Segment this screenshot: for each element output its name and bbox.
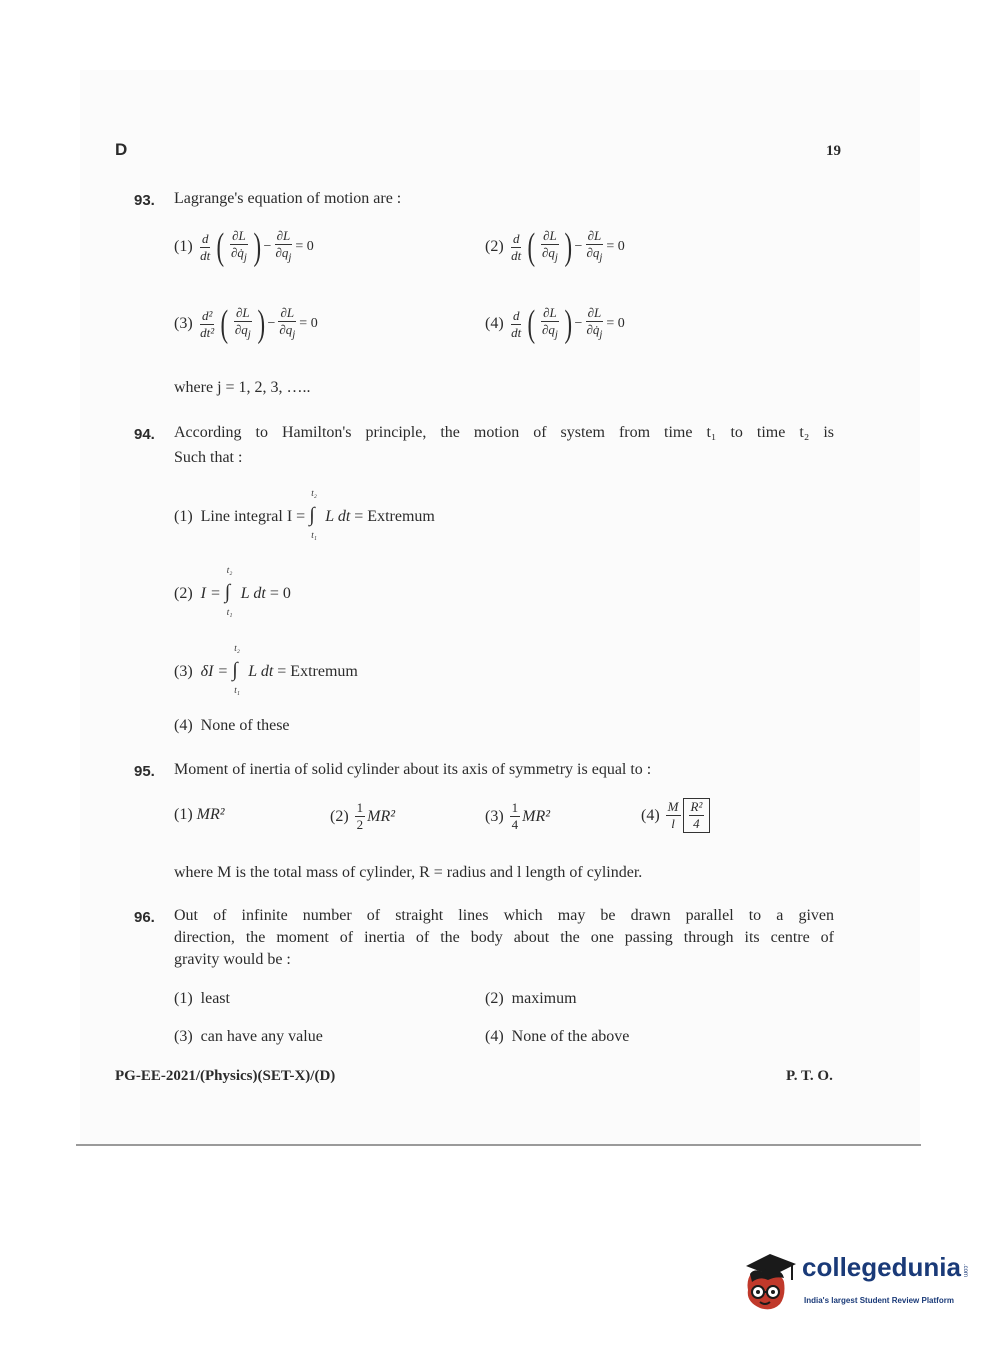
option-93-3: (3) $\frac{\text{d²}}{\text{dt²}}$ ( $\frac{\partial L}{\partial q_j}$ ) − $\frac{\partial L}{\partial q_j}$ = 0 xyxy=(174,303,318,345)
brand-logo[interactable] xyxy=(740,1250,970,1320)
option-96-2: (2) maximum xyxy=(485,990,577,1007)
exam-code: PG-EE-2021/(Physics)(SET-X)/(D) xyxy=(115,1068,336,1084)
question-note: where M is the total mass of cylinder, R = radius and l length of cylinder. xyxy=(174,864,643,881)
option-93-1: (1) $\frac{d}{dt}$ ( $\frac{\partial L}{\partial q̇_j}$ ) − $\frac{\partial L}{\partial q_j}$ = 0 xyxy=(174,226,314,268)
option-94-1: (1) Line integral I = t₂ ∫ t₁ L dt = Extremum xyxy=(174,488,435,540)
question-text: Moment of inertia of solid cylinder about its axis of symmetry is equal to : xyxy=(174,761,652,778)
mascot-icon xyxy=(740,1250,800,1316)
option-93-4: (4) $\frac{d}{dt}$ ( $\frac{\partial L}{\partial q_j}$ ) − $\frac{\partial L}{\partial q̇_j}$ = 0 xyxy=(485,303,625,345)
page-number: 19 xyxy=(826,143,841,159)
option-96-3: (3) can have any value xyxy=(174,1028,323,1045)
question-text-line: Out of infinite number of straight lines which may be drawn parallel to a given xyxy=(174,907,834,924)
set-letter: D xyxy=(115,140,128,159)
option-95-4: (4) $\frac{M}{l}$ $\frac{\text{R²}}{4}$ xyxy=(641,798,710,833)
option-93-2: (2) $\frac{d}{dt}$ ( $\frac{\partial L}{\partial q_j}$ ) − $\frac{\partial L}{\partial q_j}$ = 0 xyxy=(485,226,625,268)
question-number: 93. xyxy=(134,192,155,209)
brand-name: collegedunia xyxy=(802,1252,961,1282)
question-text-line: Such that : xyxy=(174,449,243,466)
option-96-1: (1) least xyxy=(174,990,230,1007)
option-95-3: (3) $\frac{1}{4}$ MR² xyxy=(485,800,551,832)
question-number: 94. xyxy=(134,426,155,443)
option-94-3: (3) δI = t₂ ∫ t₁ L dt = Extremum xyxy=(174,643,358,695)
question-text: Lagrange's equation of motion are : xyxy=(174,190,402,207)
option-94-4: (4) None of these xyxy=(174,717,290,734)
question-number: 95. xyxy=(134,763,155,780)
question-number: 96. xyxy=(134,909,155,926)
question-note: where j = 1, 2, 3, ….. xyxy=(174,379,311,396)
question-text-line: According to Hamilton's principle, the motion of system from time t₁ to time t₂ is xyxy=(174,424,834,441)
option-96-4: (4) None of the above xyxy=(485,1028,630,1045)
option-94-2: (2) I = t₂ ∫ t₁ L dt = 0 xyxy=(174,565,291,617)
option-95-2: (2) $\frac{1}{2}$ MR² xyxy=(330,800,396,832)
question-text-line: direction, the moment of inertia of the body about the one passing through its centre of xyxy=(174,929,834,946)
question-text-line: gravity would be : xyxy=(174,951,291,968)
please-turn-over: P. T. O. xyxy=(786,1068,833,1084)
page-edge-line xyxy=(76,1144,921,1146)
option-95-1: (1) MR² xyxy=(174,806,225,823)
brand-tagline: India's largest Student Review Platform xyxy=(804,1296,954,1305)
brand-domain: .com xyxy=(962,1264,968,1278)
